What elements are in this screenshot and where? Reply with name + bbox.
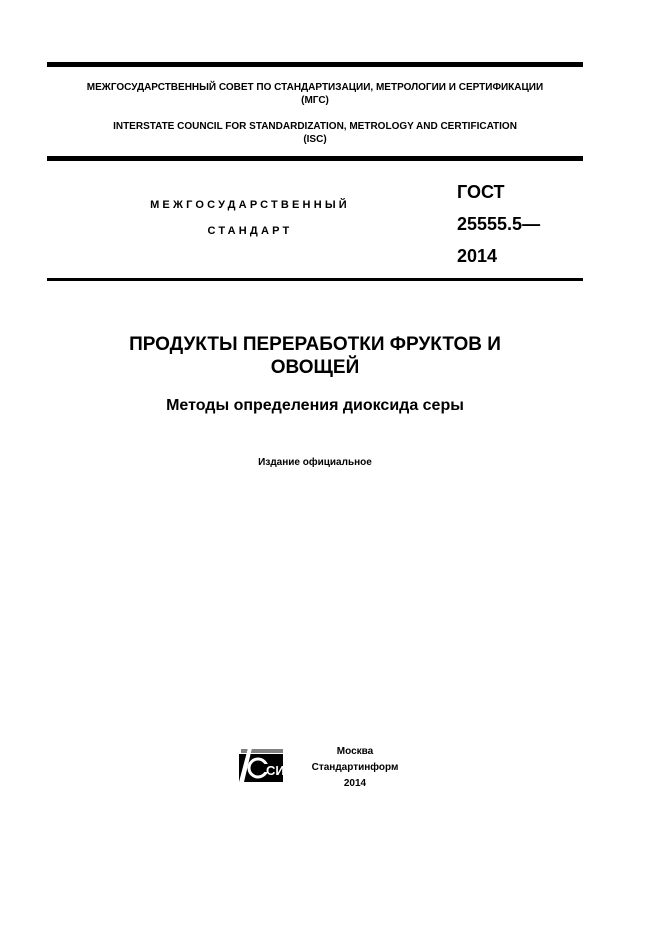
designation-number: 25555.5—: [457, 214, 541, 234]
publisher-name: Стандартинформ: [311, 762, 399, 773]
standard-type: [100, 192, 400, 244]
document-subtitle: Методы определения диоксида серы: [166, 397, 464, 414]
logo-text: СИ: [266, 763, 285, 778]
standard-type-line2: СТАНДАРТ: [207, 225, 293, 237]
council-abbr-en: (ISC): [303, 134, 327, 145]
standard-designation: [457, 176, 540, 272]
edition-label: Издание официальное: [258, 457, 372, 468]
standartinform-logo-icon: [236, 746, 286, 786]
council-name-en: [47, 120, 583, 146]
publisher-year: 2014: [343, 778, 367, 789]
designation-prefix: ГОСТ: [457, 182, 505, 202]
council-abbr-ru: (МГС): [301, 95, 329, 106]
council-name-ru-text: МЕЖГОСУДАРСТВЕННЫЙ СОВЕТ ПО СТАНДАРТИЗАЦИИ, МЕТРОЛОГИИ И СЕРТИФИКАЦИИ: [86, 82, 544, 93]
title-line2: ОВОЩЕЙ: [270, 357, 360, 378]
logo-graphic: [236, 746, 286, 786]
designation-year: 2014: [457, 246, 498, 266]
header-bottom-rule: [47, 278, 583, 281]
council-name-ru: [47, 81, 583, 107]
title-line1: ПРОДУКТЫ ПЕРЕРАБОТКИ ФРУКТОВ И: [129, 334, 501, 355]
council-name-en-text: INTERSTATE COUNCIL FOR STANDARDIZATION, METROLOGY AND CERTIFICATION: [113, 121, 517, 132]
publisher-city: Москва: [336, 746, 374, 757]
publisher-block: [300, 744, 410, 792]
top-rule: [47, 62, 583, 67]
document-title: [47, 333, 583, 379]
standard-type-line1: МЕЖГОСУДАРСТВЕННЫЙ: [150, 199, 350, 211]
council-bottom-rule: [47, 156, 583, 161]
